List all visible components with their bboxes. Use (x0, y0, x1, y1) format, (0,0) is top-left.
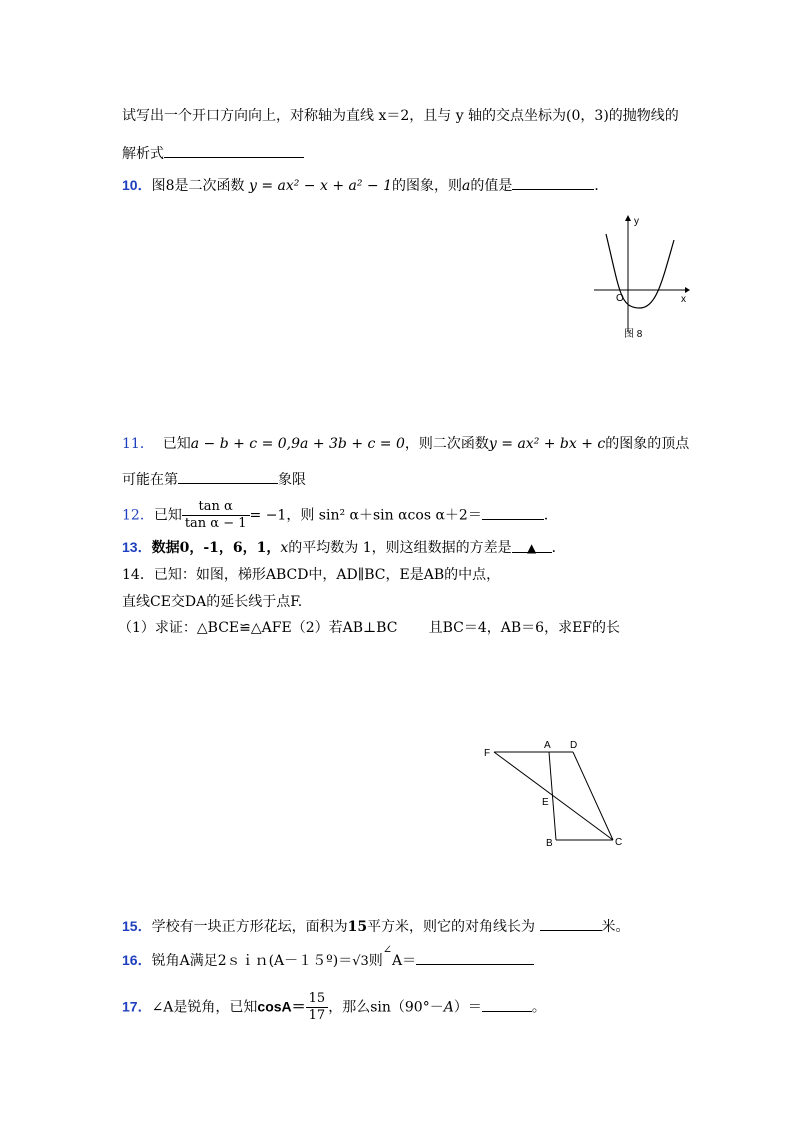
fraction-numerator: 15 (306, 991, 329, 1008)
question-number: 16． (122, 952, 152, 968)
question-text: 则 (368, 953, 383, 969)
answer-blank[interactable] (512, 175, 594, 190)
formula: y = ax² + bx + c (488, 436, 606, 452)
variable: a (462, 178, 471, 194)
formula: a − b + c = 0,9a + 3b + c = 0 (190, 436, 405, 452)
answer-blank[interactable] (164, 143, 304, 158)
answer-blank[interactable] (416, 950, 534, 965)
answer-blank[interactable] (178, 469, 278, 484)
question-text: A＝ (392, 953, 417, 969)
question-text: 的平均数为 1，则这组数据的方差是 (288, 540, 512, 556)
angle-symbol: ∠ (382, 943, 392, 956)
question-text: 可能在第 (122, 472, 178, 488)
question-16 (122, 943, 534, 972)
variable: x (280, 540, 289, 556)
fraction-denominator: tan α − 1 (184, 516, 247, 531)
question-text: 图8是二次函数 (151, 178, 245, 194)
question-text: = −1，则 sin² α＋sin αcos α＋2＝ (249, 507, 482, 524)
question-number: 14． (122, 567, 154, 583)
answer-blank[interactable] (482, 505, 544, 520)
label-B: B (546, 838, 553, 849)
question-text: ）＝ (453, 999, 482, 1016)
question-15 (122, 916, 630, 937)
question-number: 13． (122, 539, 152, 555)
segment-DC (573, 752, 613, 840)
x-axis-label: x (681, 294, 686, 305)
question-10 (122, 175, 608, 196)
label-A: A (544, 740, 551, 751)
question-text: 学校有一块正方形花坛，面积为 (151, 919, 348, 935)
intro-question-line2 (122, 143, 304, 164)
y-axis-arrow (625, 215, 631, 221)
question-text: （1）求证：△BCE≌△AFE（2）若AB⊥BC (118, 620, 398, 636)
answer-blank[interactable] (482, 997, 532, 1012)
question-number: 12． (122, 507, 154, 524)
label-C: C (615, 837, 623, 848)
question-14-line3 (118, 618, 620, 638)
question-text: 平方米，则它的对角线长为 (367, 919, 536, 935)
square-root: √3 (352, 954, 369, 969)
question-number: 11． (122, 436, 154, 452)
intro-label: 解析式 (122, 146, 164, 162)
answer-blank[interactable] (540, 916, 602, 931)
question-12 (122, 499, 558, 532)
fraction (182, 499, 250, 532)
origin-label: O (616, 293, 624, 304)
variable: A (443, 999, 454, 1016)
segment-AB (549, 752, 556, 840)
punctuation: 米。 (601, 919, 630, 935)
punctuation: ． (594, 178, 609, 194)
question-11-line2 (122, 469, 306, 490)
trapezoid-figure (480, 736, 630, 854)
question-text: ，则二次函数 (404, 436, 489, 452)
question-text: ∠A是锐角，已知 (151, 999, 258, 1016)
question-number: 15． (122, 918, 152, 934)
punctuation: ． (543, 507, 558, 524)
question-text: 锐角A满足2ｓｉｎ(A－１５º)＝ (151, 953, 353, 969)
label-E: E (542, 797, 549, 808)
cos-label: cosA＝ (257, 998, 306, 1015)
formula: y = ax² − x + a² − 1 (248, 178, 393, 194)
question-text: 且BC＝4，AB＝6，求EF的长 (428, 620, 620, 636)
figure-caption: 图 8 (624, 329, 643, 340)
x-axis-arrow (685, 287, 690, 293)
intro-question-line1: 试写出一个开口方向向上，对称轴为直线 x＝2，且与 y 轴的交点坐标为(0，3)的抛物线的 (122, 108, 679, 124)
question-number: 17． (122, 998, 152, 1015)
punctuation: 。 (531, 999, 546, 1016)
question-text: 的值是 (470, 178, 513, 194)
question-text: 数据0，-1，6，1， (151, 540, 281, 556)
fraction-numerator: tan α (182, 499, 250, 516)
label-D: D (570, 740, 578, 751)
question-text: 的图象，则 (392, 178, 463, 194)
segment-FC (494, 752, 613, 840)
question-14-line2: 直线CE交DA的延长线于点F. (122, 594, 303, 610)
punctuation: ． (551, 540, 566, 556)
y-axis-label: y (634, 216, 639, 227)
question-14-line1 (122, 565, 500, 585)
fraction-denominator: 17 (308, 1008, 326, 1023)
question-11 (122, 434, 689, 454)
question-text: 的图象的顶点 (605, 436, 690, 452)
question-text: 已知 (162, 436, 191, 452)
label-F: F (484, 748, 491, 759)
question-text: 已知 (153, 507, 182, 524)
answer-blank[interactable] (512, 538, 552, 553)
question-text: 象限 (278, 472, 306, 488)
question-13 (122, 537, 566, 558)
number: 15 (347, 919, 368, 935)
figure-8-parabola (590, 212, 695, 342)
question-number: 10． (122, 177, 152, 193)
question-text: ，那么sin（90°－ (328, 999, 444, 1016)
triangle-mark-icon: ▲ (527, 541, 537, 555)
question-17 (122, 991, 546, 1024)
question-text: 已知：如图，梯形ABCD中，AD∥BC，E是AB的中点， (153, 567, 501, 583)
fraction (306, 991, 329, 1024)
